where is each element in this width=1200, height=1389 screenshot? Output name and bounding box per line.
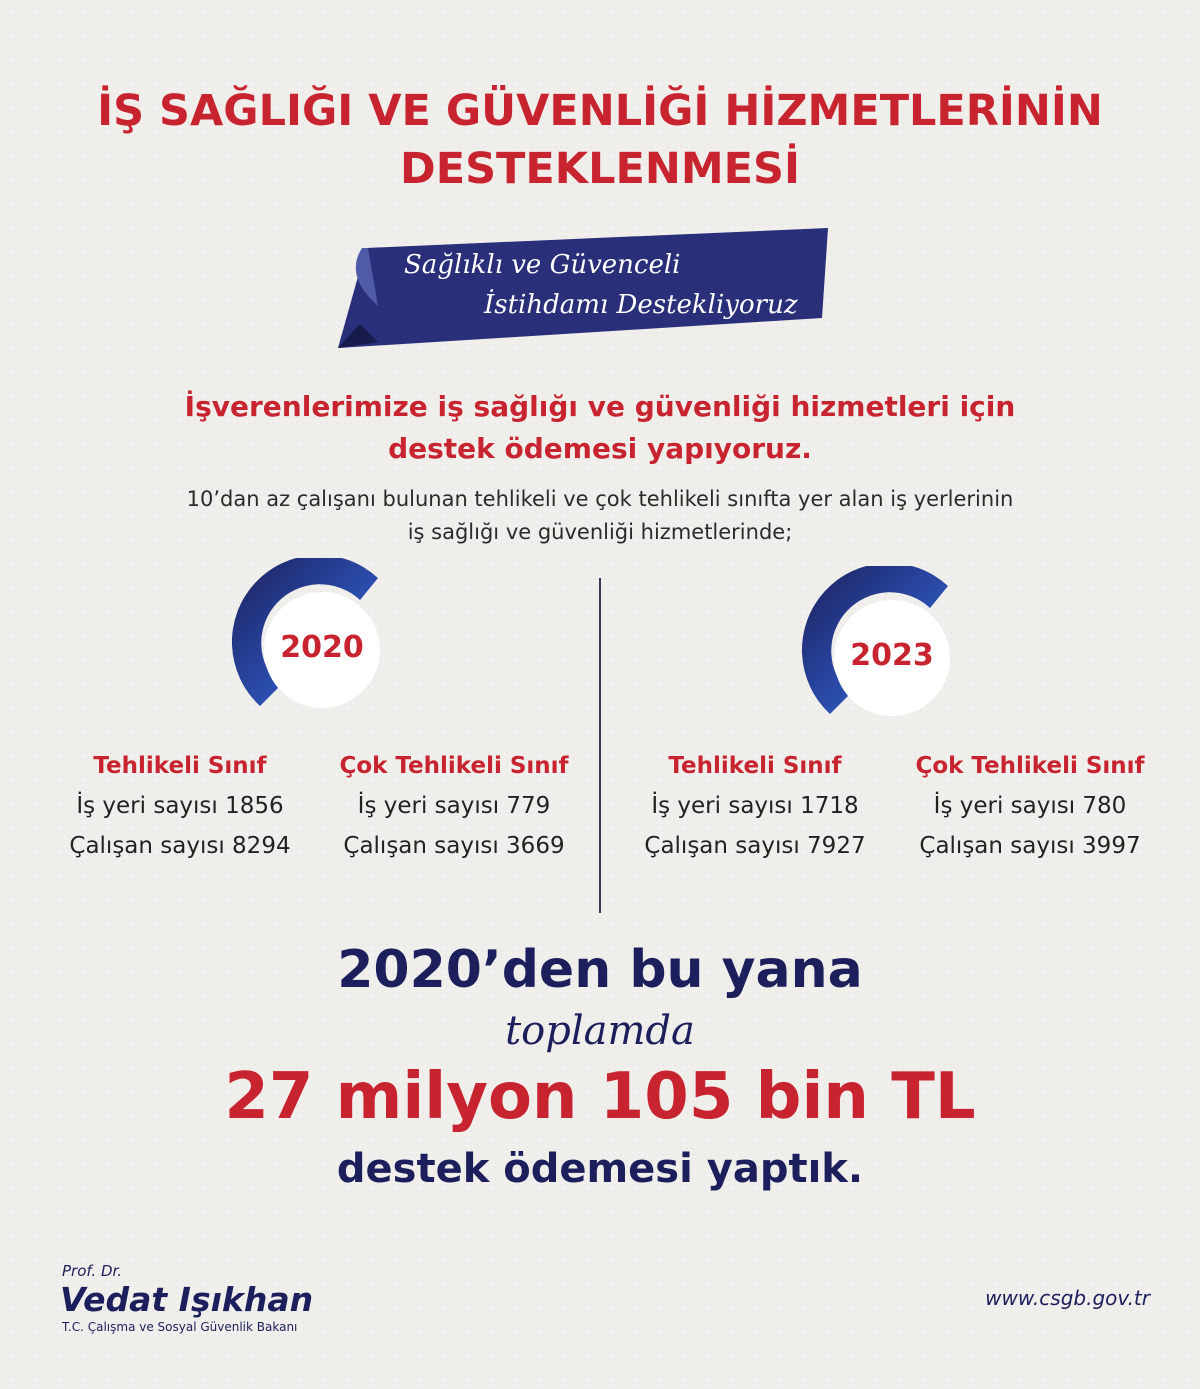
signature-title: T.C. Çalışma ve Sosyal Güvenlik Bakanı: [62, 1320, 298, 1334]
ribbon-line2: İstihdamı Destekliyoruz: [484, 290, 798, 320]
stats-2020-cok-tehlikeli: [324, 746, 584, 866]
intro-heading: [0, 386, 1200, 470]
stats-heading: Çok Tehlikeli Sınıf: [339, 753, 569, 779]
workplace-count: İş yeri sayısı 780: [933, 793, 1127, 819]
page-title-line2: DESTEKLENMESİ: [400, 144, 800, 194]
workplace-count: İş yeri sayısı 1856: [76, 793, 284, 819]
description-line2: iş sağlığı ve güvenliği hizmetlerinde;: [407, 520, 793, 544]
workplace-count: İş yeri sayısı 1718: [651, 793, 859, 819]
summary-total-word: toplamda: [505, 1008, 695, 1054]
intro-line2: destek ödemesi yapıyoruz.: [388, 432, 812, 465]
employee-count: Çalışan sayısı 7927: [644, 833, 866, 859]
description: [0, 483, 1200, 549]
year-2023-label: 2023: [850, 638, 934, 673]
workplace-count: İş yeri sayısı 779: [357, 793, 551, 819]
employee-count: Çalışan sayısı 8294: [69, 833, 291, 859]
year-badge-2020: [228, 558, 408, 738]
intro-line1: İşverenlerimize iş sağlığı ve güvenliği hizmetleri için: [184, 390, 1016, 423]
stats-2023-tehlikeli: [625, 746, 885, 866]
employee-count: Çalışan sayısı 3997: [919, 833, 1141, 859]
signature-name: Vedat Işıkhan: [60, 1280, 314, 1319]
website-link[interactable]: www.csgb.gov.tr: [985, 1286, 1150, 1310]
page-title-line1: İŞ SAĞLIĞI VE GÜVENLİĞİ HİZMETLERİNİN: [97, 86, 1103, 136]
summary-amount: 27 milyon 105 bin TL: [224, 1060, 976, 1134]
slogan-ribbon: [338, 226, 832, 350]
stats-2020-tehlikeli: [50, 746, 310, 866]
year-badge-2023: [798, 566, 978, 746]
employee-count: Çalışan sayısı 3669: [343, 833, 565, 859]
vertical-divider: [599, 578, 601, 913]
stats-2023-cok-tehlikeli: [900, 746, 1160, 866]
description-line1: 10’dan az çalışanı bulunan tehlikeli ve çok tehlikeli sınıfta yer alan iş yerlerinin: [186, 487, 1014, 511]
page-title: [0, 82, 1200, 198]
summary-closing: destek ödemesi yaptık.: [336, 1146, 864, 1192]
summary-since: 2020’den bu yana: [337, 940, 863, 1000]
stats-heading: Çok Tehlikeli Sınıf: [915, 753, 1145, 779]
stats-heading: Tehlikeli Sınıf: [93, 753, 267, 779]
year-2020-label: 2020: [280, 630, 364, 665]
stats-heading: Tehlikeli Sınıf: [668, 753, 842, 779]
signature-prefix: Prof. Dr.: [62, 1262, 123, 1280]
ribbon-line1: Sağlıklı ve Güvenceli: [404, 250, 681, 280]
